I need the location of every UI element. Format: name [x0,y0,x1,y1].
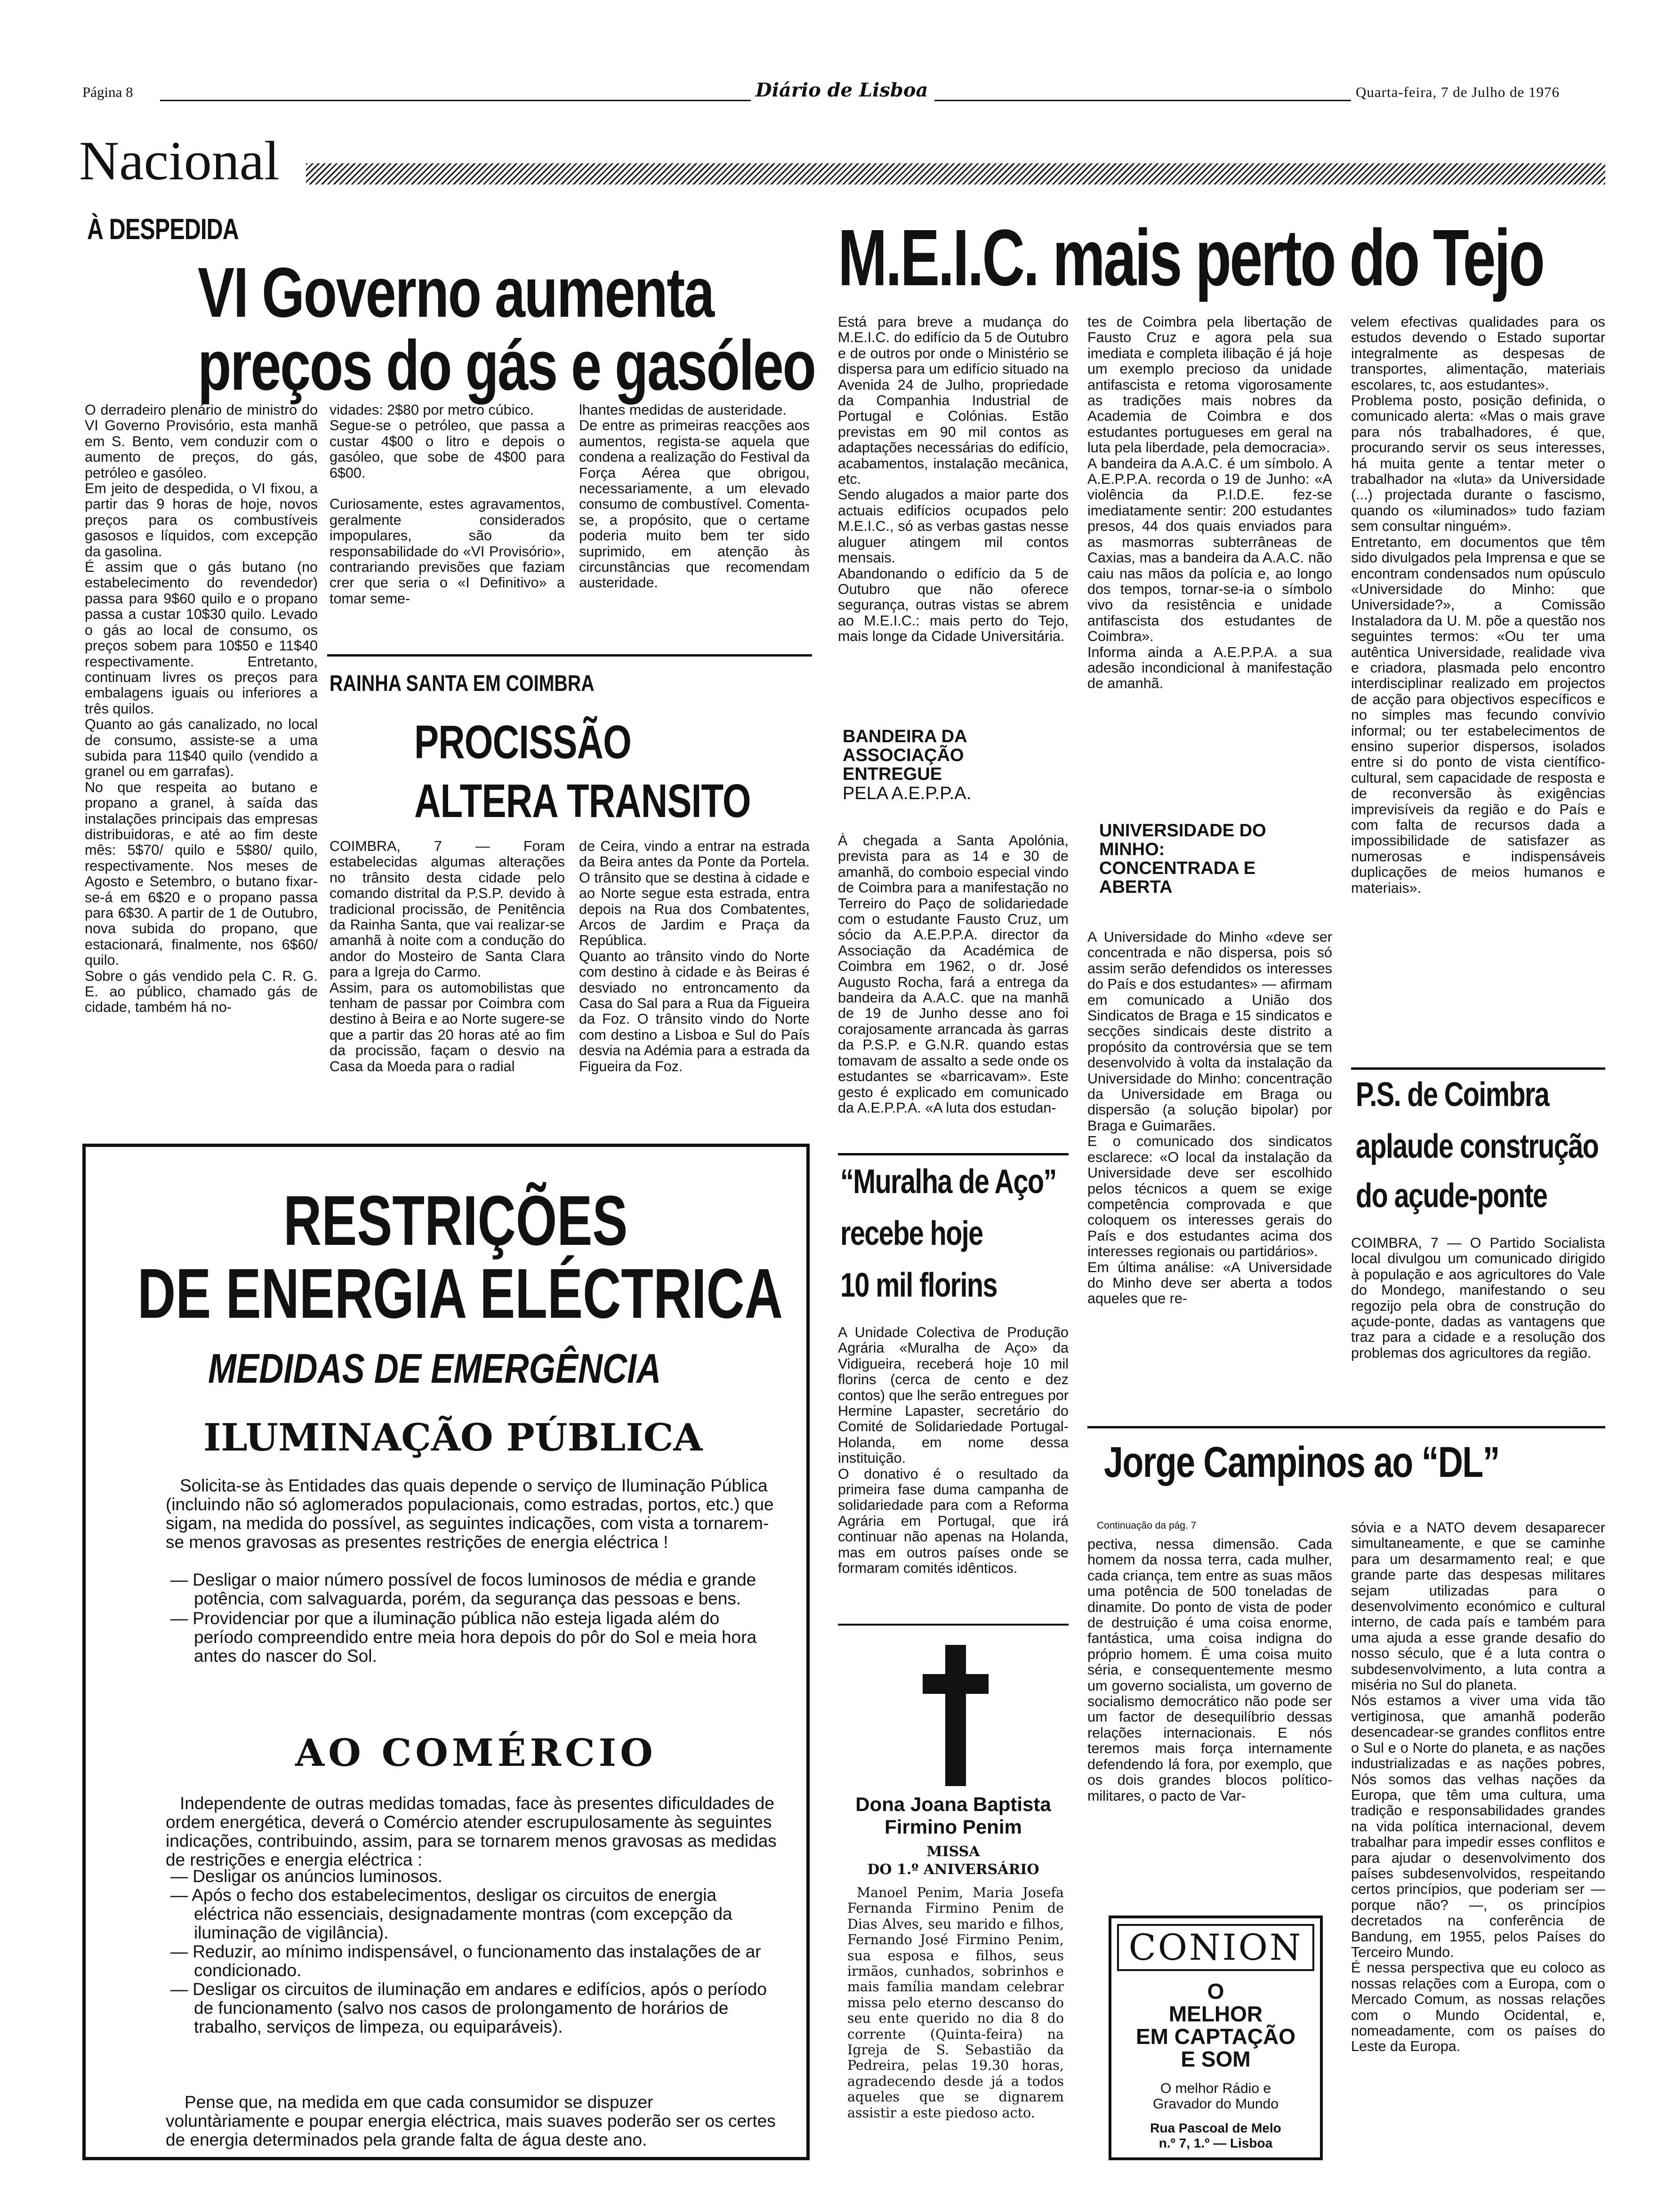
art3-subhead-bandeira-b: PELA A.E.P.P.A. [843,784,972,803]
art5-headline-1: “Muralha de Aço” [840,1163,1056,1201]
conion-line-5: O melhor Rádio e Gravador do Mundo [1153,2081,1279,2112]
energy-ad-list-2-item: — Desligar os anúncios luminosos. [170,1867,442,1886]
section-title: Nacional [79,130,280,192]
conion-address-2: n.º 7, 1.º — Lisboa [1158,2136,1273,2150]
masthead-title: Diário de Lisboa [756,79,928,101]
art6-continuation: Continuação da pág. 7 [1097,1520,1197,1531]
conion-line-4: E SOM [1181,2047,1251,2071]
energy-ad-heading-public-lighting: ILUMINAÇÃO PÚBLICA [203,1415,703,1459]
art2-kicker: RAINHA SANTA EM COIMBRA [330,671,595,696]
art5-headline-3: 10 mil florins [840,1266,997,1304]
art3-column-1: Está para breve a mudança do M.E.I.C. do edifício da 5 de Outubro e de outros por onde o Ministério se dispersa para um edifício situado na Avenida 24 de Julho, propriedade da Companhia Industrial de Portugal e Colónias. Estão previstas em 90 mil contos as adaptações necessárias do edifício, acabamentos, instalação mecânica, etc. Sendo alugados a maior parte dos actuais edifícios ocupados pelo M.E.I.C., só as verbas gastas nesse aluguer atingem mil contos mensais. Abandonando o edifício da 5 de Outubro que não oferece segurança, outras vistas se abrem ao M.E.I.C.: mais perto do Tejo, mais longe da Cidade Universitária. [838,314,1069,645]
art3-column-2b: A Universidade do Minho «deve ser concentrada e não dispersa, pois só assim serão defendidos os interesses do País e dos estudantes» — afirmam em comunicado a União dos Sindicatos de Braga e 15 sindicatos e secções sindicais deste distrito a propósito da controvérsia que se tem desenvolvido à volta da instalação da Universidade do Minho: concentração da Universidade em Braga ou dispersão (a solução bipolar) por Braga e Guimarães. E o comunicado dos sindicatos esclarece: «O local da instalação da Universidade deve ser escolhido pelos técnicos a quem se exige competência comprovada e que coloquem os interesses gerais do País e dos estudantes acima dos interesses regionais ou partidários». Em última análise: «A Universidade do Minho deve ser aberta a todos aqueles que re- [1087,930,1332,1307]
conion-address-1: Rua Pascoal de Melo [1150,2121,1281,2135]
energy-ad-list-2-item: — Reduzir, ao mínimo indispensável, o funcionamento das instalações de ar condicionado. [170,1942,761,1980]
art1-column-1: O derradeiro plenário de ministro do VI Governo Provisório, esta manhã em S. Bento, vem conduzir com o aumento de preços, do gás, petróleo e gasóleo. Em jeito de despedida, o VI fixou, a partir das 9 horas de hoje, novos preços para os combustíveis gasosos e líquidos, com excepção da gasolina. É assim que o gás butano (no estabelecimento do revendedor) passa para 9$60 quilo e o propano passa a custar 10$30 quilo. Levado o gás ao local de consumo, os preços sobem para 10$50 e 11$40 respectivamente. Entretanto, continuam livres os preços para embalagens iguais ou inferiores a três quilos. Quanto ao gás canalizado, no local de consumo, assiste-se a uma subida para 11$40 quilo (vendido a granel ou em garrafas). No que respeita ao butano e propano a granel, à saída das instalações principais das empresas distribuidoras, e até ao fim deste mês: 5$70/ quilo e 5$80/ quilo, respectivamente. Nos meses de Agosto e Setembro, o butano fixar-se-á em 6$20 e o propano passa para 6$30. A partir de 1 de Outubro, nova subida do propano, que estacionará, finalmente, nos 6$60/ quilo. Sobre o gás vendido pela C. R. G. E. ao público, chamado gás de cidade, também há no- [85,402,318,1016]
energy-ad-paragraph-2: Independente de outras medidas tomadas, face às presentes dificuldades de ordem energética, deverá o Comércio atender escrupulosamente às seguintes indicações, contribuindo, assim, para se tornarem menos gravosas as medidas de restrições e energia eléctrica : [166,1794,777,1869]
energy-ad-paragraph-3: Pense que, na medida em que cada consumidor se dispuzer voluntàriamente e poupar energia eléctrica, mais suaves poderão ser os certes de energia determinados pela grande falta de água deste ano. [166,2092,776,2149]
art1-headline-2: preços do gás e gasóleo [198,326,815,405]
art4-headline-3: do açude-ponte [1356,1177,1547,1215]
art6-headline: Jorge Campinos ao “DL” [1104,1438,1499,1486]
art3-headline: M.E.I.C. mais perto do Tejo [838,213,1544,303]
energy-ad-list-1 [166,1571,778,1666]
art2-column-1: COIMBRA, 7 — Foram estabelecidas algumas alterações no trânsito desta cidade pelo comando distrital da P.S.P. devido à tradicional procissão, de Penitência da Rainha Santa, que vai realizar-se amanhã à noite com a condução do andor do Mosteiro de Santa Clara para a Igreja do Carmo. Assim, para os automobilistas que tenham de passar por Coimbra com destino à Beira e ao Norte sugere-se que a partir das 20 horas até ao fim da procissão, façam o desvio na Casa da Moeda para o radial [330,839,565,1074]
art4-headline-2: aplaude construção [1356,1128,1599,1165]
energy-ad-title-1: RESTRIÇÕES [283,1181,628,1260]
art6-column-2: sóvia e a NATO devem desaparecer simultaneamente, e que se caminhe para um desarmamento real; e que grande parte das despesas militares sejam utilizadas para o desenvolvimento económico e cultural interno, de cada país e também para uma ajuda a esse grande desafio do nosso século, que é a luta contra o subdesenvolvimento, a luta contra a miséria no Sul do planeta. Nós estamos a viver uma vida tão vertiginosa, que amanhã poderão desencadear-se grandes conflitos entre o Sul e o Norte do planeta, e as nações industrializadas e as nações pobres, Nós somos das velhas nações da Europa, que têm uma cultura, uma tradição e responsabilidades grandes na vida política internacional, devem trabalhar para impedir esses conflitos e para ajudar o desenvolvimento dos países subdesenvolvidos, respeitando certos princípios, que poderiam ser — porque não? —, os princípios decretados na conferência de Bandung, em 1955, pelos Países do Terceiro Mundo. É nessa perspectiva que eu coloco as nossas relações com a Europa, com o Mercado Comum, as nossas relações com o Mundo Ocidental, e, nomeadamente, com os países do Leste da Europa. [1351,1520,1605,2055]
art1-kicker: À DESPEDIDA [87,213,239,246]
energy-ad-paragraph-1: Solicita-se às Entidades das quais depende o serviço de Iluminação Pública (incluindo não só aglomerados populacionais, como estradas, portos, etc.) que sigam, na medida do possível, as seguintes indicações, com vista a tornarem-se menos gravosas as presentes restrições de energia eléctrica ! [166,1476,774,1552]
section-hatch-bar [306,163,1605,184]
art4-body: COIMBRA, 7 — O Partido Socialista local divulgou um comunicado dirigido à população e aos agricultores do Vale do Mondego, manifestando o seu regozijo pela obra de construção do açude-ponte, dadas as vantagens que traz para a cidade e a resolução dos problemas dos agricultores da região. [1351,1235,1605,1361]
cross-icon [923,1645,989,1786]
energy-ad-list-2-item: — Desligar os circuitos de iluminação em andares e edifícios, após o período de funcionamento (salvo nos casos de prolongamento de horários de trabalho, serviços de limpeza, ou equiparáveis). [170,1980,767,2036]
art2-top-rule [327,654,812,657]
art5-headline-2: recebe hoje [840,1215,983,1252]
art2-column-2: de Ceira, vindo a entrar na estrada da Beira antes da Ponte da Portela. O trânsito que se destina à cidade e ao Norte segue esta estrada, entra depois na Rua dos Combatentes, Arcos de Jardim e Praça da República. Quanto ao trânsito vindo do Norte com destino à cidade e às Beiras é desviado no entroncamento da Casa do Sal para a Rua da Figueira da Foz. O trânsito vindo do Norte com destino a Lisboa e Sul do País desvia na Adémia para a estrada da Figueira da Foz. [579,839,810,1074]
header-rule-left [160,100,751,101]
header-rule-right [934,100,1351,101]
energy-ad-list-1-item: — Providenciar por que a iluminação pública não esteja ligada além do período compreendido entre meia hora depois do pôr do Sol e meia hora antes do nascer do Sol. [170,1609,757,1666]
obit-missa: MISSA [926,1843,980,1860]
art1-headline-1: VI Governo aumenta [198,253,714,332]
art3-subhead-bandeira: BANDEIRA DA ASSOCIAÇÃO ENTREGUE [843,727,967,784]
conion-line-2: MELHOR [1168,2002,1263,2026]
obit-body: Manoel Penim, Maria Josefa Fernanda Firmino Penim de Dias Alves, seu marido e filhos, Fernando José Firmino Penim, sua esposa e filhos, seus irmãos, cunhados, sobrinhos e mais família mandam celebrar missa pelo eterno descanso do seu ente querido no dia 8 do corrente (Quinta-feira) na Igreja de S. Sebastião da Pedreira, pelas 19.30 horas, agradecendo desde já a todos aqueles que se dignarem assistir a este piedoso acto. [847,1885,1064,2121]
energy-ad-box [82,1144,810,2160]
art5-top-rule [838,1153,1069,1155]
art4-headline-1: P.S. de Coimbra [1356,1076,1549,1114]
art5-body: A Unidade Colectiva de Produção Agrária «Muralha de Aço» da Vidigueira, receberá hoje 10 mil florins (cerca de cento e dez contos) que lhe serão entregues por Hermine Lapaster, secretário do Comité de Solidariedade Portugal-Holanda, em nome dessa instituição. O donativo é o resultado da primeira fase duma campanha de solidariedade para com a Reforma Agrária em Portugal, que irá continuar não apenas na Holanda, mas em outros países onde se formaram comités idênticos. [838,1325,1069,1577]
page-number: Página 8 [82,84,133,100]
art4-top-rule [1351,1067,1605,1070]
art1-column-2: vidades: 2$80 por metro cúbico. Segue-se o petróleo, que passa a custar 4$00 o litro e depois o gasóleo, que sobe de 4$00 para 6$00. Curiosamente, estes agravamentos, geralmente considerados impopulares, são da responsabilidade do «VI Provisório», contrariando previsões que faziam crer que seria o «I Definitivo» a tomar seme- [330,402,565,607]
energy-ad-list-1-item: — Desligar o maior número possível de focos luminosos de média e grande potência, com salvaguarda, porém, da segurança das pessoas e bens. [170,1570,756,1608]
obit-top-rule [838,1624,1069,1626]
art2-headline-2: ALTERA TRANSITO [414,775,751,827]
obit-name: Dona Joana Baptista Firmino Penim [855,1793,1051,1838]
energy-ad-list-2-item: — Após o fecho dos estabelecimentos, desligar os circuitos de energia eléctrica não essenciais, designadamente montras (com excepção da iluminação de vigilância). [170,1885,732,1942]
art6-top-rule [1087,1426,1605,1428]
art1-column-3: lhantes medidas de austeridade. De entre as primeiras reacções aos aumentos, regista-se aquela que condena a realização do Festival da Força Aérea que obrigou, necessariamente, a um elevado consumo de combustível. Comenta-se, a propósito, que o certame poderia muito bem ter sido suprimido, em atenção às circunstâncias que recomendam austeridade. [579,402,810,591]
conion-line-1: O [1207,1979,1224,2004]
conion-line-3: EM CAPTAÇÃO [1135,2024,1296,2049]
energy-ad-subtitle: MEDIDAS DE EMERGÊNCIA [208,1345,661,1392]
conion-ad-box [1109,1915,1323,2160]
energy-ad-heading-commerce: AO COMÉRCIO [295,1731,657,1775]
art2-headline-1: PROCISSÃO [414,716,632,769]
art3-subhead-minho: UNIVERSIDADE DO MINHO: CONCENTRADA E ABERTA [1099,821,1266,897]
energy-ad-title-2: DE ENERGIA ELÉCTRICA [137,1254,783,1333]
art6-column-1: pectiva, nessa dimensão. Cada homem da nossa terra, cada mulher, cada criança, tem entre as suas mãos uma potência de 500 toneladas de dinamite. Do ponto de vista de poder de destruição é uma coisa enorme, fantástica, uma coisa indigna do próprio homem. É uma coisa muito séria, e consequentemente mesmo um governo socialista, um governo de socialismo democrático não pode ser um factor de desequilíbrio dessas relações internacionais. E nós teremos mais força internamente defendendo lá fora, por exemplo, que os dois grandes blocos político-militares, o pacto de Var- [1087,1537,1332,1804]
conion-brand: CONION [1117,1924,1314,1971]
energy-ad-list-2 [166,1867,778,2036]
obit-anniversary: DO 1.º ANIVERSÁRIO [867,1861,1039,1878]
art3-column-2: tes de Coimbra pela libertação de Fausto Cruz e agora pela sua imediata e completa ilibação é já hoje um exemplo precioso da unidade antifascista e retoma vigorosamente as tradições mais nobres da Academia de Coimbra e dos estudantes portugueses em geral na luta pela liberdade, pela democracia». A bandeira da A.A.C. é um símbolo. A A.E.P.P.A. recorda o 19 de Junho: «A violência da P.I.D.E. fez-se imediatamente sentir: 200 estudantes presos, 44 dos quais enviados para as masmorras subterrâneas de Caxias, mas a bandeira da A.A.C. não caiu nas mãos da polícia e, ao longo dos tempos, tornar-se-ia o símbolo vivo da resistência e unidade antifascista dos estudantes de Coimbra». Informa ainda a A.E.P.P.A. a sua adesão incondicional à manifestação de amanhã. [1087,314,1332,692]
page-date: Quarta-feira, 7 de Julho de 1976 [1356,84,1560,100]
art3-column-3: velem efectivas qualidades para os estudos devendo o Estado suportar integralmente as despesas de transportes, alimentação, materiais escolares, tc, aos estudantes». Problema posto, posição definida, o comunicado alerta: «Mas o mais grave para nós trabalhadores, é que, procurando servir os seus interesses, há muita gente a tentar meter o trabalhador na «luta» da Universidade (...) projectada durante o fascismo, quando os «iluminados» tudo faziam sem consultar ninguém». Entretanto, em documentos que têm sido divulgados pela Imprensa e que se encontram condensados num opúsculo «Universidade do Minho: que Universidade?», a Comissão Instaladora da U. M. põe a questão nos seguintes termos: «Ou ter uma autêntica Universidade, realidade viva e criadora, plasmada pelo encontro interdisciplinar realizado em projectos de acção para objectivos específicos e no simples mas fecundo convívio informal; ou ter estabelecimentos de ensino superior dispersos, isolados entre si do ponto de vista científico-cultural, sem capacidade de resposta e de reconversão às exigências imprevisíveis da região e do País e com falta de recursos dada a impossibilidade de satisfazer as numerosas e indispensáveis duplicações de meios humanos e materiais». [1351,314,1605,896]
art3-column-1b: À chegada a Santa Apolónia, prevista para as 14 e 30 de amanhã, do comboio especial vindo de Coimbra para a manifestação no Terreiro do Paço de solidariedade com o estudante Fausto Cruz, um sócio da A.E.P.P.A. director da Associação da Académica de Coimbra em 1962, o dr. José Augusto Rocha, fará a entrega da bandeira da A.A.C. que na manhã de 19 de Junho desse ano foi corajosamente arrancada às garras da P.S.P. e G.N.R. quando estas tomavam de assalto a sede onde os estudantes se «barricavam». Este gesto é explicado em comunicado da A.E.P.P.A. «A luta dos estudan- [838,833,1069,1116]
